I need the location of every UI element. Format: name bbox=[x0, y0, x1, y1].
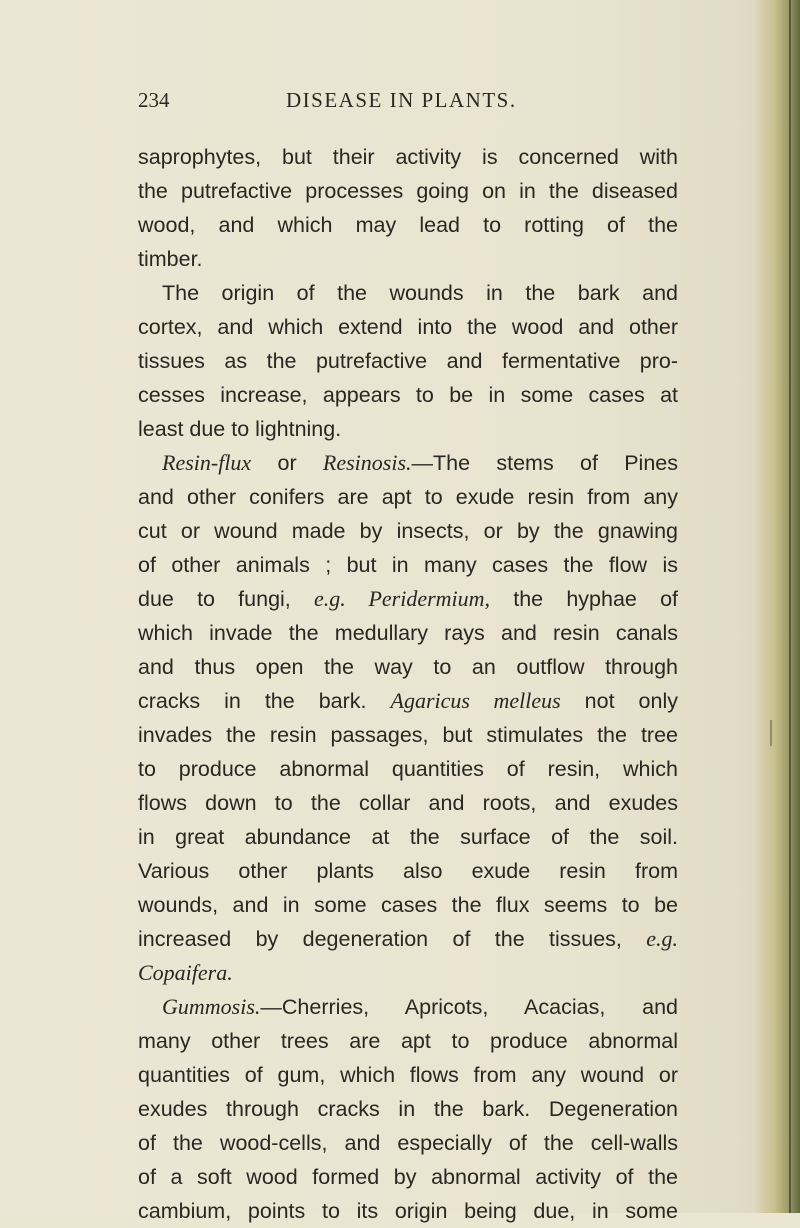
text-line: to produce abnormal quantities of resin, which bbox=[138, 757, 678, 781]
text-line: invades the resin passages, but stimulates the tree bbox=[138, 723, 678, 747]
text-line: cortex, and which extend into the wood and other bbox=[138, 315, 678, 339]
text-line: cesses increase, appears to be in some cases at bbox=[138, 383, 678, 407]
text-line: saprophytes, but their activity is concerned with bbox=[138, 145, 678, 169]
text-line: exudes through cracks in the bark. Degeneration bbox=[138, 1097, 678, 1121]
page-header bbox=[138, 88, 678, 118]
text-line: of the wood-cells, and especially of the cell-walls bbox=[138, 1131, 678, 1155]
text-line: The origin of the wounds in the bark and bbox=[162, 281, 678, 305]
page-number: 234 bbox=[138, 88, 170, 112]
text-line: of other animals ; but in many cases the flow is bbox=[138, 553, 678, 577]
text-line: cambium, points to its origin being due, in some bbox=[138, 1199, 678, 1223]
text-line: in great abundance at the surface of the soil. bbox=[138, 825, 678, 849]
text-line: cut or wound made by insects, or by the gnawing bbox=[138, 519, 678, 543]
text-line: wood, and which may lead to rotting of the bbox=[138, 213, 678, 237]
running-head: DISEASE IN PLANTS. bbox=[286, 88, 517, 112]
text-line: least due to lightning. bbox=[138, 417, 342, 441]
text-line-resin-flux-heading: Resin-flux or Resinosis.—The stems of Pines bbox=[162, 450, 678, 475]
page-edge-shadow bbox=[754, 0, 800, 1213]
text-line: and other conifers are apt to exude resin from any bbox=[138, 485, 678, 509]
text-line: cracks in the bark. Agaricus melleus not only bbox=[138, 688, 678, 713]
text-line: due to fungi, e.g. Peridermium, the hyphae of bbox=[138, 586, 678, 611]
text-line: of a soft wood formed by abnormal activity of the bbox=[138, 1165, 678, 1189]
text-line: wounds, and in some cases the flux seems to be bbox=[138, 893, 678, 917]
text-line: timber. bbox=[138, 247, 203, 271]
text-line: tissues as the putrefactive and fermentative pro- bbox=[138, 349, 678, 373]
text-line: increased by degeneration of the tissues, e.g. bbox=[138, 926, 678, 951]
margin-mark bbox=[770, 720, 772, 746]
body-text bbox=[138, 140, 678, 1228]
page-edge-line bbox=[789, 0, 791, 1213]
text-line: many other trees are apt to produce abnormal bbox=[138, 1029, 678, 1053]
text-line: quantities of gum, which flows from any wound or bbox=[138, 1063, 678, 1087]
text-line: and thus open the way to an outflow through bbox=[138, 655, 678, 679]
text-line: which invade the medullary rays and resin canals bbox=[138, 621, 678, 645]
text-line: the putrefactive processes going on in the diseased bbox=[138, 179, 678, 203]
text-line: flows down to the collar and roots, and exudes bbox=[138, 791, 678, 815]
text-line-gummosis-heading: Gummosis.—Cherries, Apricots, Acacias, and bbox=[162, 994, 678, 1019]
text-line: Copaifera. bbox=[138, 960, 233, 985]
text-line: Various other plants also exude resin from bbox=[138, 859, 678, 883]
